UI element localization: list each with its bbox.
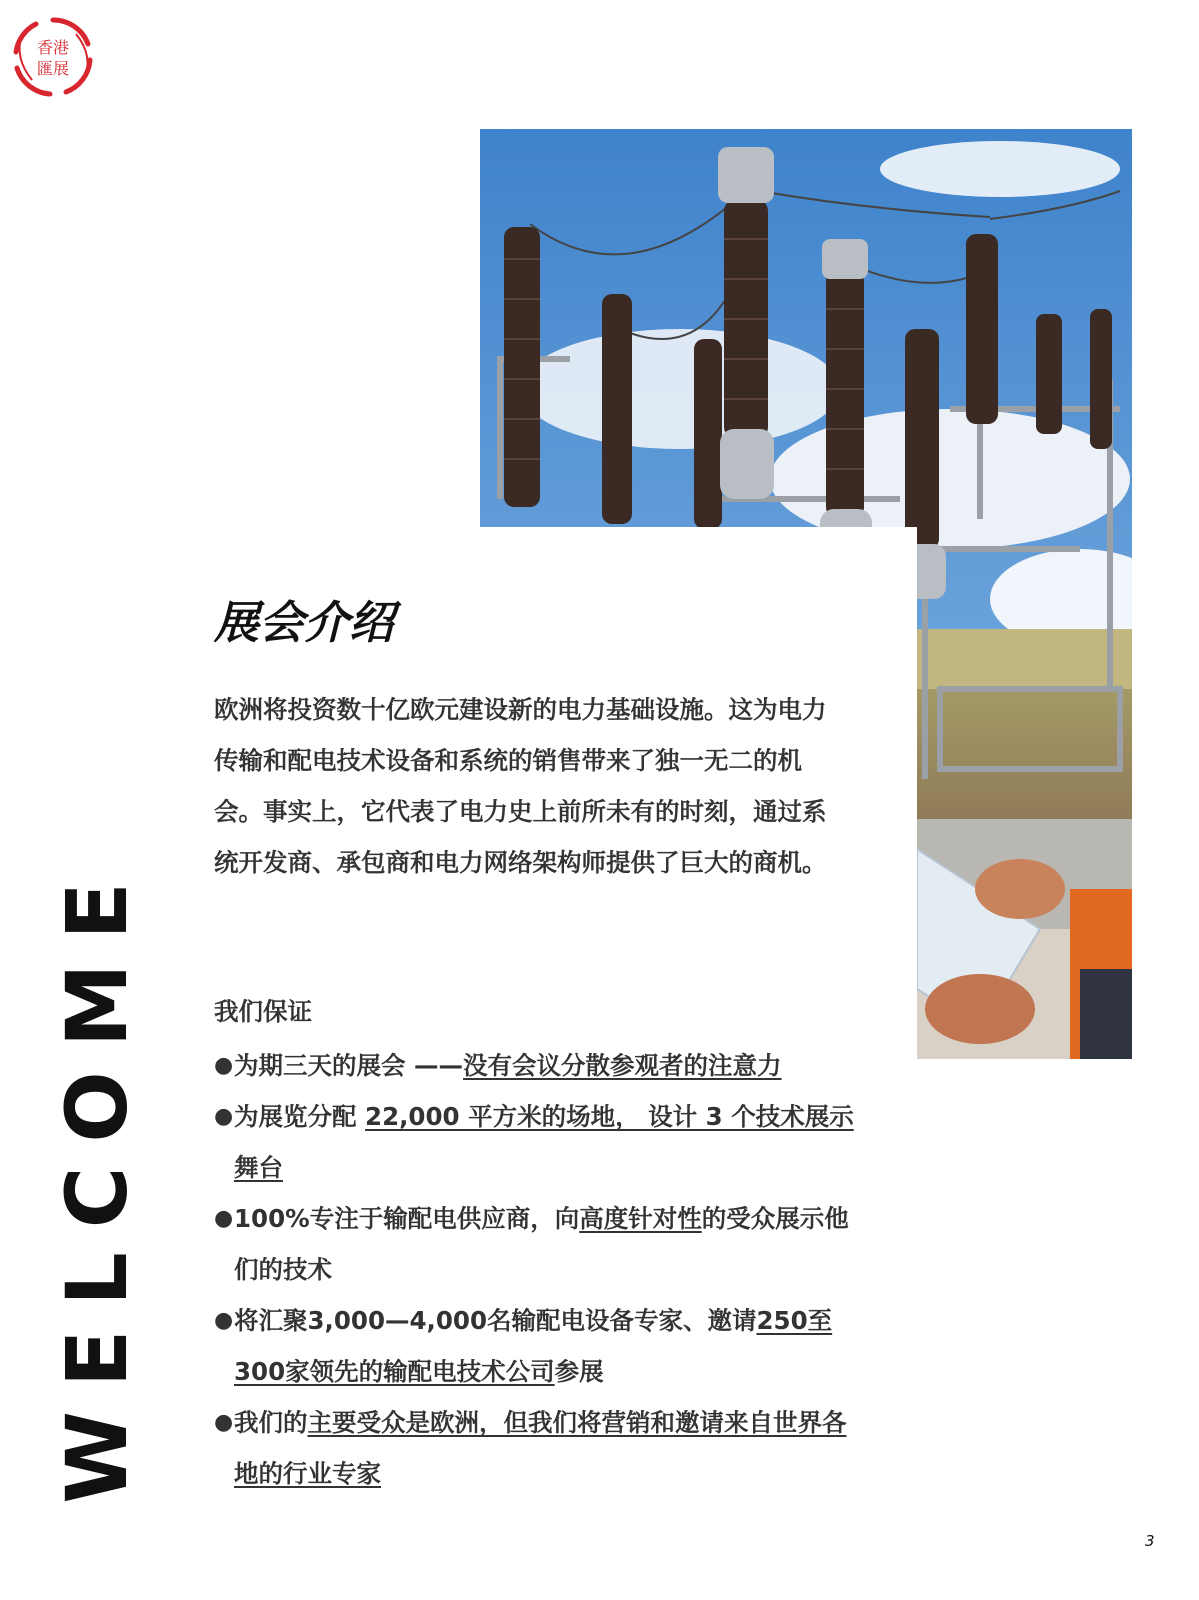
list-item — [214, 1040, 854, 1091]
list-item — [214, 1193, 854, 1295]
guarantee-list — [214, 1040, 854, 1499]
list-item-text: 100%专注于输配电供应商，向 — [234, 1204, 580, 1233]
substation-photo — [480, 129, 1132, 1059]
welcome-text: WELCOME — [48, 858, 146, 1504]
list-item-underlined: 250至300家领先的输配电技术公司 — [234, 1306, 833, 1386]
logo-text-line2: 匯展 — [36, 59, 70, 78]
list-item-underlined: 高度针对性 — [579, 1204, 702, 1233]
list-item-text: 将汇聚3,000—4,000名输配电设备专家、邀请 — [234, 1306, 757, 1335]
bullet-icon: ● — [214, 1104, 234, 1129]
list-item-text: 为期三天的展会 —— — [234, 1051, 464, 1080]
bullet-icon: ● — [214, 1410, 234, 1435]
list-item-text: 参展 — [554, 1357, 604, 1386]
page-number: 3 — [1145, 1532, 1155, 1550]
page-title: 展会介绍 — [214, 596, 395, 649]
bullet-icon: ● — [214, 1053, 234, 1078]
list-item-text: 我们的 — [234, 1408, 308, 1437]
list-item-text: 为展览分配 — [234, 1102, 366, 1131]
list-item-underlined: 22,000 平方米的场地， 设计 3 个技术展示舞台 — [234, 1102, 854, 1182]
list-item — [214, 1295, 854, 1397]
logo-text-line1: 香港 — [36, 38, 70, 57]
list-item — [214, 1091, 854, 1193]
intro-paragraph: 欧洲将投资数十亿欧元建设新的电力基础设施。这为电力传输和配电技术设备和系统的销售带来了独一无二的机会。事实上，它代表了电力史上前所未有的时刻，通过系统开发商、承包商和电力网络架构师提供了巨大的商机。 — [214, 695, 827, 877]
guarantee-heading: 我们保证 — [214, 997, 312, 1026]
bullet-icon: ● — [214, 1308, 234, 1333]
list-item-text: 的受众展示他们的技术 — [234, 1204, 849, 1284]
list-item — [214, 1397, 854, 1499]
logo — [10, 14, 96, 100]
list-item-underlined: 没有会议分散参观者的注意力 — [463, 1051, 782, 1080]
bullet-icon: ● — [214, 1206, 234, 1231]
welcome-banner — [48, 832, 146, 1530]
list-item-underlined: 主要受众是欧洲，但我们将营销和邀请来自世界各地的行业专家 — [234, 1408, 847, 1488]
